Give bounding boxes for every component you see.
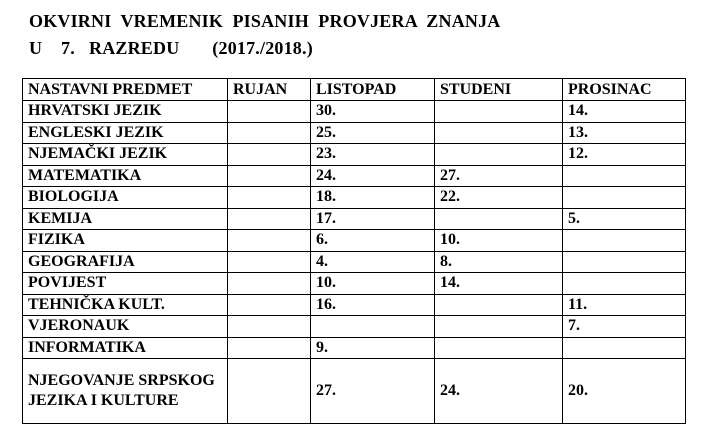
listopad-cell: 17.: [311, 208, 435, 230]
listopad-cell: 10.: [311, 273, 435, 295]
listopad-cell: 6.: [311, 230, 435, 252]
prosinac-cell: 5.: [563, 208, 686, 230]
subject-cell: TEHNIČKA KULT.: [23, 294, 228, 316]
subject-cell: INFORMATIKA: [23, 337, 228, 359]
table-row: [23, 251, 686, 273]
exam-schedule-table: [22, 78, 686, 424]
document-title-line-2: U 7. RAZREDU (2017./2018.): [29, 38, 313, 58]
listopad-cell: 18.: [311, 187, 435, 209]
studeni-cell: 27.: [435, 165, 563, 187]
prosinac-cell: [563, 273, 686, 295]
studeni-cell: 22.: [435, 187, 563, 209]
table-row: [23, 337, 686, 359]
listopad-cell: 4.: [311, 251, 435, 273]
rujan-cell: [228, 208, 311, 230]
studeni-cell: [435, 316, 563, 338]
table-row: [23, 316, 686, 338]
studeni-cell: 8.: [435, 251, 563, 273]
subject-cell: NJEGOVANJE SRPSKOG JEZIKA I KULTURE: [23, 359, 228, 424]
table-row: [23, 101, 686, 123]
subject-cell: GEOGRAFIJA: [23, 251, 228, 273]
studeni-cell: [435, 337, 563, 359]
subject-cell: MATEMATIKA: [23, 165, 228, 187]
studeni-cell: [435, 144, 563, 166]
table-row: [23, 208, 686, 230]
subject-cell: HRVATSKI JEZIK: [23, 101, 228, 123]
rujan-cell: [228, 144, 311, 166]
subject-cell: NJEMAČKI JEZIK: [23, 144, 228, 166]
listopad-cell: 9.: [311, 337, 435, 359]
listopad-cell: [311, 316, 435, 338]
rujan-cell: [228, 359, 311, 424]
table-row: [23, 144, 686, 166]
prosinac-cell: 20.: [563, 359, 686, 424]
studeni-cell: [435, 101, 563, 123]
prosinac-cell: 11.: [563, 294, 686, 316]
prosinac-cell: 7.: [563, 316, 686, 338]
listopad-cell: 24.: [311, 165, 435, 187]
table-row: [23, 359, 686, 424]
prosinac-cell: [563, 187, 686, 209]
rujan-cell: [228, 165, 311, 187]
prosinac-cell: [563, 165, 686, 187]
subject-cell: ENGLESKI JEZIK: [23, 122, 228, 144]
studeni-cell: [435, 122, 563, 144]
listopad-cell: 16.: [311, 294, 435, 316]
table-header-row: [23, 79, 686, 101]
rujan-cell: [228, 316, 311, 338]
listopad-cell: 23.: [311, 144, 435, 166]
rujan-cell: [228, 251, 311, 273]
studeni-cell: 14.: [435, 273, 563, 295]
rujan-cell: [228, 294, 311, 316]
rujan-cell: [228, 101, 311, 123]
document-title-line-1: OKVIRNI VREMENIK PISANIH PROVJERA ZNANJA: [29, 11, 501, 31]
header-listopad: LISTOPAD: [311, 79, 435, 101]
subject-cell: VJERONAUK: [23, 316, 228, 338]
rujan-cell: [228, 187, 311, 209]
studeni-cell: [435, 208, 563, 230]
studeni-cell: 10.: [435, 230, 563, 252]
rujan-cell: [228, 122, 311, 144]
prosinac-cell: 12.: [563, 144, 686, 166]
subject-cell: FIZIKA: [23, 230, 228, 252]
prosinac-cell: [563, 251, 686, 273]
subject-cell: KEMIJA: [23, 208, 228, 230]
studeni-cell: [435, 294, 563, 316]
header-prosinac: PROSINAC: [563, 79, 686, 101]
header-studeni: STUDENI: [435, 79, 563, 101]
table-row: [23, 273, 686, 295]
prosinac-cell: [563, 337, 686, 359]
table-row: [23, 187, 686, 209]
listopad-cell: 30.: [311, 101, 435, 123]
table-row: [23, 294, 686, 316]
prosinac-cell: 13.: [563, 122, 686, 144]
header-rujan: RUJAN: [228, 79, 311, 101]
prosinac-cell: 14.: [563, 101, 686, 123]
studeni-cell: 24.: [435, 359, 563, 424]
subject-cell: POVIJEST: [23, 273, 228, 295]
rujan-cell: [228, 273, 311, 295]
listopad-cell: 25.: [311, 122, 435, 144]
table-row: [23, 230, 686, 252]
header-subject: NASTAVNI PREDMET: [23, 79, 228, 101]
prosinac-cell: [563, 230, 686, 252]
rujan-cell: [228, 230, 311, 252]
table-row: [23, 122, 686, 144]
table-row: [23, 165, 686, 187]
subject-cell: BIOLOGIJA: [23, 187, 228, 209]
rujan-cell: [228, 337, 311, 359]
listopad-cell: 27.: [311, 359, 435, 424]
